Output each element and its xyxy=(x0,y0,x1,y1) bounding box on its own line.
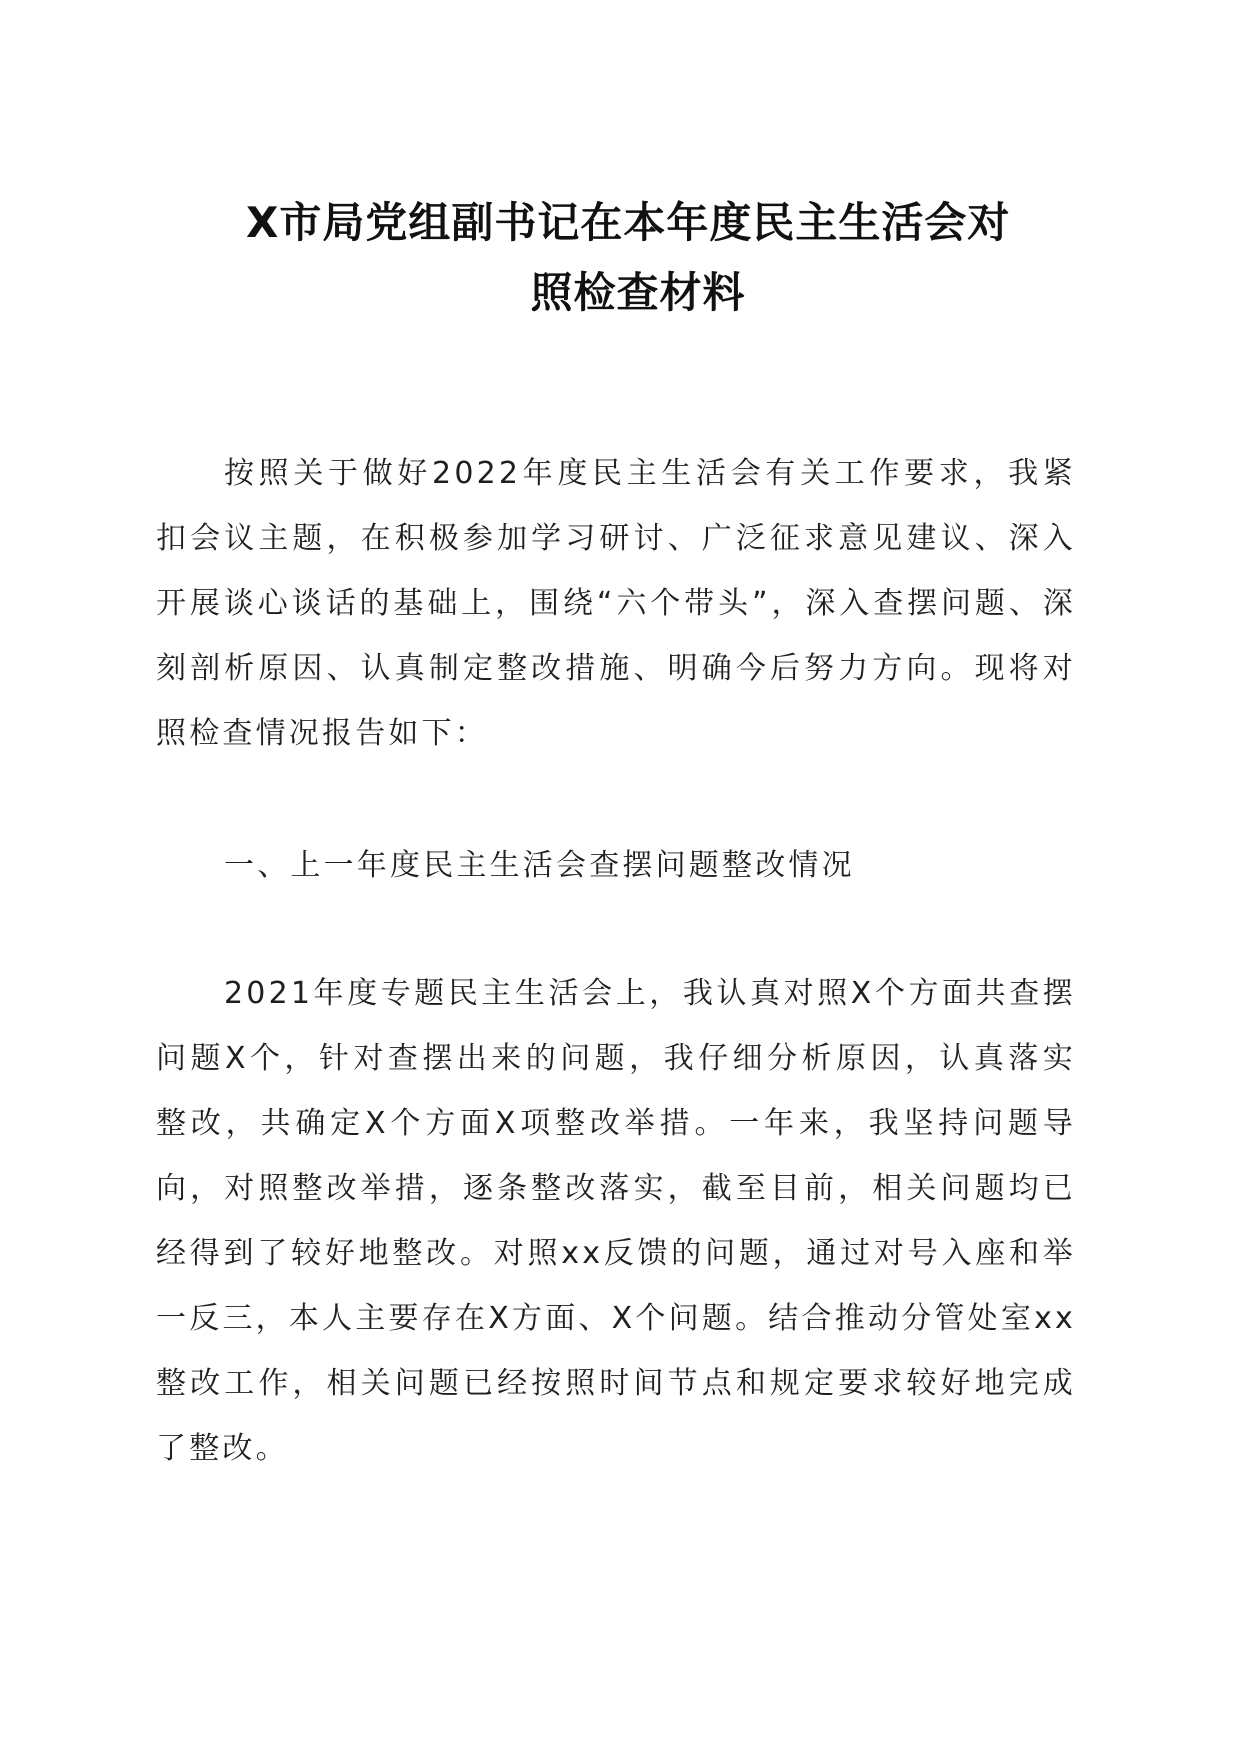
section-1-paragraph: 2021年度专题民主生活会上，我认真对照X个方面共查摆问题X个，针对查摆出来的问题，我仔细分析原因，认真落实整改，共确定X个方面X项整改举措。一年来，我坚持问题导向，对照整改举措，逐条整改落实，截至目前，相关问题均已经得到了较好地整改。对照xx反馈的问题，通过对号入座和举一反三，本人主要存在X方面、X个问题。结合推动分管处室xx整改工作，相关问题已经按照时间节点和规定要求较好地完成了整改。 xyxy=(156,976,1076,1466)
document-title xyxy=(150,188,1090,328)
intro-paragraph: 按照关于做好2022年度民主生活会有关工作要求，我紧扣会议主题，在积极参加学习研讨、广泛征求意见建议、深入开展谈心谈话的基础上，围绕“六个带头”，深入查摆问题、深刻剖析原因、认真制定整改措施、明确今后努力方向。现将对照检查情况报告如下： xyxy=(156,456,1076,751)
section-heading-1: 一、上一年度民主生活会查摆问题整改情况 xyxy=(224,848,855,883)
title-line-2: 照检查材料 xyxy=(530,268,746,317)
title-line-1: X市局党组副书记在本年度民主生活会对 xyxy=(246,198,1011,247)
